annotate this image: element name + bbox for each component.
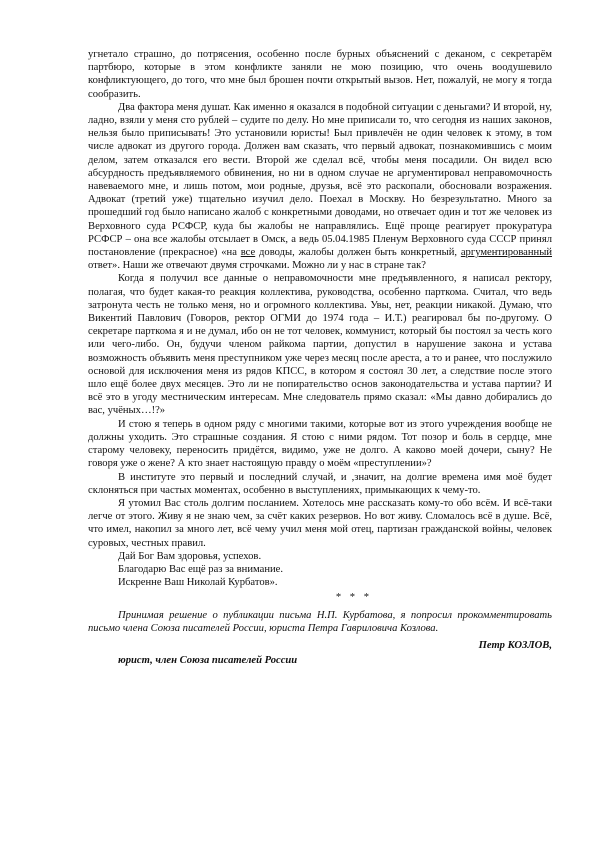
underlined-word-vse: все bbox=[240, 247, 256, 259]
paragraph-2 bbox=[88, 101, 552, 273]
author-name: Петр КОЗЛОВ, bbox=[478, 639, 552, 651]
paragraph-2-text-a: Два фактора меня душат. Как именно я оказался в подобной ситуации с деньгами? И второй, ну, ладно, взяли у меня сто рублей – судите по делу. Но мне приписали то, что сегодня из наших законов, нельзя было приписывать! Это установили юристы! Был привлечён не один человек к этому, в том числе адвокат из другого города. Должен вам сказать, что первый адвокат, познакомившись с моим делом, затем отказался его вести. Второй же сделал всё, чтобы меня посадили. Он видел всю абсурдность предъявляемого обвинения, но ни в одном случае не аргументировал неправомочность навеваемого мне, и лишь потом, мои родные, друзья, всё это раскопали, обосновали возражения. Адвокат (третий уже) тщательно изучил дело. Поехал в Москву. Но безрезультатно. Много за прошедший год было написано жалоб с конкретными доводами, но отвечает один и тот же человек из Верховного суда РСФСР, куда бы жалобы не направлялись. Ещё проще реагирует прокуратура РСФСР – она все жалобы отсылает в Омск, а ведь 05.04.1985 Пленум Верховного суда СССР принял постановление (прекрасное) «на bbox=[88, 101, 552, 259]
document-page bbox=[88, 48, 552, 667]
paragraph-1: угнетало страшно, до потрясения, особенно после бурных объяснений с деканом, с секретарём партбюро, которые в этом конфликте заняли не мою позицию, что очень воодушевило конфликтующего, до того, что мне был брошен почти открытый вызов. Нет, пожалуй, не могу я тогда сообразить. bbox=[88, 49, 552, 100]
paragraph-6: Я утомил Вас столь долгим посланием. Хотелось мне рассказать кому-то обо всём. И всё-таки легче от этого. Живу я не знаю чем, за счёт каких резервов. Но вот живу. Сломалось всё в душе. Всё, что имел, накопил за много лет, всё чему учил меня мой отец, партизан гражданской войны, человек суровых, честных правил. bbox=[88, 497, 552, 549]
signature-line: Искренне Ваш Николай Курбатов». bbox=[118, 577, 278, 589]
paragraph-2-text-c: ответ». Наши же отвечают двумя строчками. Можно ли у нас в стране так? bbox=[88, 260, 426, 272]
underlined-word-argumentirovanny: аргументированный bbox=[460, 247, 553, 259]
editor-note: Принимая решение о публикации письма Н.П. Курбатова, я попросил прокомментировать письмо члена Союза писателей России, юриста Петра Гавриловича Козлова. bbox=[88, 609, 552, 634]
paragraph-3: Когда я получил все данные о неправомочности мне предъявленного, я написал ректору, полагая, что будет какая-то реакция коллектива, руководства, особенно парткома. Считал, что ведь затронута честь не только меня, но и огромного коллектива. Увы, нет, реакции никакой. Думаю, что Викентий Павлович (Говоров, ректор ОГМИ до 1974 года – И.Т.) реагировал бы по-другому. О секретаре парткома я и не думал, ибо он не тот человек, коммунист, который бы постоял за честь кого или чего-либо. Он, будучи членом райкома партии, допустил в нарушение закона и устава возможность объявить меня преступником уже через месяц после ареста, а то и ранее, что послужило основой для исключения меня из рядов КПСС, в котором я состоял 30 лет, а следствие после этого шло ещё более двух месяцев. Это ли не попирательство основ законодательства и устава партии? И всё это в угоду местническим интересам. Мне следователь прямо сказал: «Мы давно добирались до вас, учёных…!?» bbox=[88, 273, 552, 417]
section-separator: * * * bbox=[335, 592, 372, 604]
paragraph-5: В институте это первый и последний случай, и ,значит, на долгие времена имя моё будет склоняться при частых моментах, особенно в выступлениях, примыкающих к чему-то. bbox=[88, 471, 552, 496]
closing-line-1: Дай Бог Вам здоровья, успехов. bbox=[118, 550, 262, 562]
closing-line-2: Благодарю Вас ещё раз за внимание. bbox=[118, 563, 284, 575]
paragraph-4: И стою я теперь в одном ряду с многими такими, которые вот из этого учреждения вообще не должны уходить. Это страшные создания. Я стою с ними рядом. Тот позор и боль в сердце, мне старому человеку, переносить придётся, видимо, уже не долго. А каково моей дочери, сыну? Не говоря уже о жене? А кто знает настоящую правду о моём «преступлении»? bbox=[88, 418, 552, 470]
author-role: юрист, член Союза писателей России bbox=[118, 655, 298, 667]
paragraph-2-text-b: доводы, жалобы должен быть конкретный, bbox=[255, 247, 461, 259]
